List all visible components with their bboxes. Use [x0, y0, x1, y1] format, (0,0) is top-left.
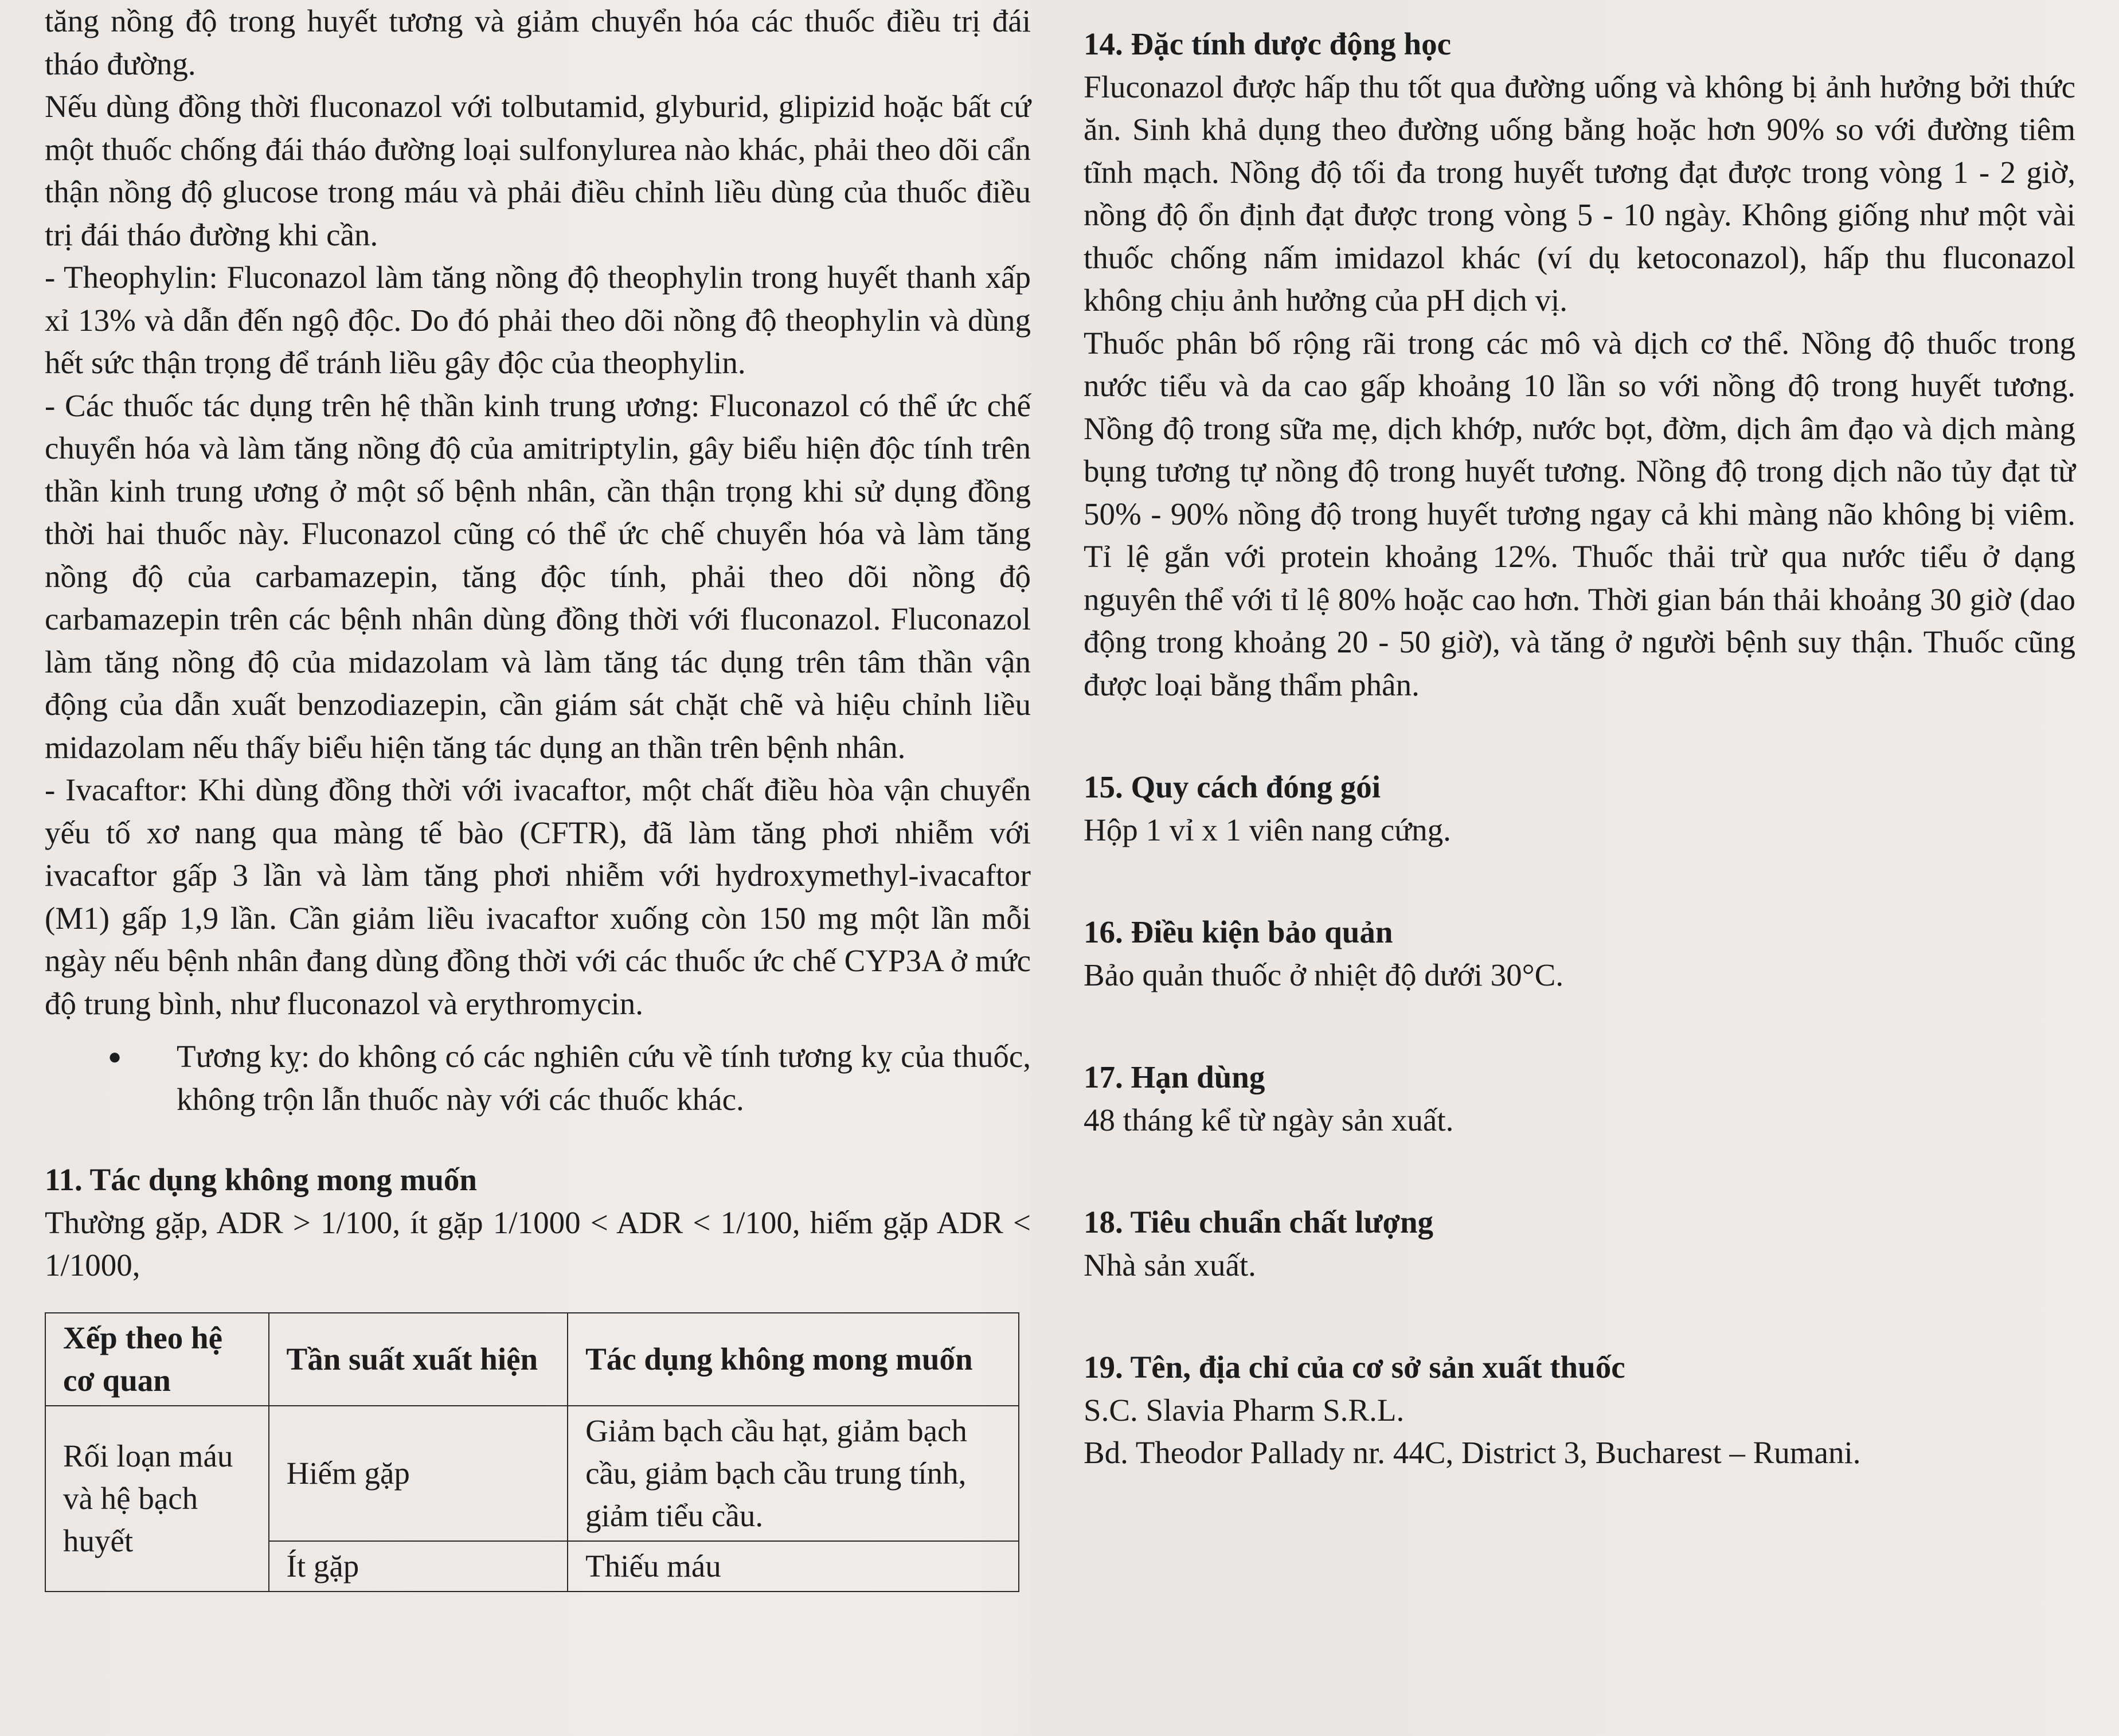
pharmacokinetics-absorption-paragraph: Fluconazol được hấp thu tốt qua đường uống và không bị ảnh hưởng bởi thức ăn. Sinh khả dụng theo đường uống bằng hoặc hơn 90% so với đường tiêm tĩnh mạch. Nồng độ tối đa trong huyết tương đạt được trong vòng 1 - 2 giờ, nồng độ ổn định đạt được trong vòng 5 - 10 ngày. Không giống như một vài thuốc chống nấm imidazol khác (ví dụ ketoconazol), hấp thu fluconazol không chịu ảnh hưởng của pH dịch vị.	[1084, 69, 2075, 318]
section-18-heading: 18. Tiêu chuẩn chất lượng	[1084, 1205, 1434, 1240]
section-19-heading: 19. Tên, địa chỉ của cơ sở sản xuất thuốc	[1084, 1350, 1625, 1385]
intro-paragraph: tăng nồng độ trong huyết tương và giảm chuyển hóa các thuốc điều trị đái tháo đường.	[45, 3, 1031, 81]
packaging-text: Hộp 1 vỉ x 1 viên nang cứng.	[1084, 812, 1451, 847]
incompatibility-bullet	[45, 1035, 1031, 1121]
header-frequency: Tần suất xuất hiện	[269, 1313, 568, 1406]
left-column	[45, 0, 1031, 1592]
right-column	[1084, 0, 2075, 1475]
adverse-effects-table	[45, 1312, 1019, 1592]
quality-standard-text: Nhà sản xuất.	[1084, 1247, 1256, 1283]
theophylin-paragraph: - Theophylin: Fluconazol làm tăng nồng độ theophylin trong huyết thanh xấp xỉ 13% và dẫn đến ngộ độc. Do đó phải theo dõi nồng độ theophylin và dùng hết sức thận trọng để tránh liều gây độc của theophylin.	[45, 260, 1031, 380]
section-14-heading: 14. Đặc tính dược động học	[1084, 26, 1452, 61]
cell-adverse-effect: Giảm bạch cầu hạt, giảm bạch cầu, giảm bạch cầu trung tính, giảm tiểu cầu.	[568, 1406, 1019, 1541]
manufacturer-address: Bd. Theodor Pallady nr. 44C, District 3, Bucharest – Rumani.	[1084, 1435, 1861, 1470]
shelf-life-text: 48 tháng kể từ ngày sản xuất.	[1084, 1102, 1454, 1137]
sulfonylurea-paragraph: Nếu dùng đồng thời fluconazol với tolbutamid, glyburid, glipizid hoặc bất cứ một thuốc chống đái tháo đường loại sulfonylurea nào khác, phải theo dõi cẩn thận nồng độ glucose trong máu và phải điều chỉnh liều dùng của thuốc điều trị đái tháo đường khi cần.	[45, 89, 1031, 252]
ivacaftor-paragraph: - Ivacaftor: Khi dùng đồng thời với ivacaftor, một chất điều hòa vận chuyển yếu tố xơ nang qua màng tế bào (CFTR), đã làm tăng phơi nhiễm với ivacaftor gấp 3 lần và làm tăng phơi nhiễm với hydroxymethyl-ivacaftor (M1) gấp 1,9 lần. Cần giảm liều ivacaftor xuống còn 150 mg một lần mỗi ngày nếu bệnh nhân đang dùng đồng thời với các thuốc ức chế CYP3A ở mức độ trung bình, như fluconazol và erythromycin.	[45, 772, 1031, 1021]
table-header-row	[45, 1313, 1019, 1406]
bullet-icon: ●	[108, 1043, 122, 1069]
table-row	[45, 1406, 1019, 1541]
cns-drugs-paragraph: - Các thuốc tác dụng trên hệ thần kinh trung ương: Fluconazol có thể ức chế chuyển hóa và làm tăng nồng độ của amitriptylin, gây biểu hiện độc tính trên thần kinh trung ương ở một số bệnh nhân, cần thận trọng khi sử dụng đồng thời hai thuốc này. Fluconazol cũng có thể ức chế chuyển hóa và làm tăng nồng độ của carbamazepin, tăng độc tính, phải theo dõi nồng độ carbamazepin trên các bệnh nhân dùng đồng thời với fluconazol. Fluconazol làm tăng nồng độ của midazolam và làm tăng tác dụng trên tâm thần vận động của dẫn xuất benzodiazepin, cần giám sát chặt chẽ và hiệu chỉnh liều midazolam nếu thấy biểu hiện tăng tác dụng an thần trên bệnh nhân.	[45, 388, 1031, 765]
storage-text: Bảo quản thuốc ở nhiệt độ dưới 30°C.	[1084, 957, 1564, 992]
section-17-heading: 17. Hạn dùng	[1084, 1059, 1265, 1094]
cell-adverse-effect: Thiếu máu	[568, 1541, 1019, 1592]
cell-organ-system: Rối loạn máu và hệ bạch huyết	[45, 1406, 269, 1592]
section-16-heading: 16. Điều kiện bảo quản	[1084, 914, 1393, 949]
header-adverse-effect: Tác dụng không mong muốn	[568, 1313, 1019, 1406]
section-15-heading: 15. Quy cách đóng gói	[1084, 769, 1381, 804]
manufacturer-name: S.C. Slavia Pharm S.R.L.	[1084, 1392, 1405, 1428]
header-organ-system: Xếp theo hệ cơ quan	[45, 1313, 269, 1406]
section-11-heading: 11. Tác dụng không mong muốn	[45, 1162, 477, 1197]
cell-frequency: Hiếm gặp	[269, 1406, 568, 1541]
incompatibility-text: Tương kỵ: do không có các nghiên cứu về tính tương kỵ của thuốc, không trộn lẫn thuốc này với các thuốc khác.	[177, 1039, 1031, 1117]
section-11-frequency-text: Thường gặp, ADR > 1/100, ít gặp 1/1000 < ADR < 1/100, hiếm gặp ADR < 1/1000,	[45, 1205, 1031, 1283]
pharmacokinetics-distribution-paragraph: Thuốc phân bố rộng rãi trong các mô và dịch cơ thể. Nồng độ thuốc trong nước tiểu và da cao gấp khoảng 10 lần so với nồng độ trong huyết tương. Nồng độ trong sữa mẹ, dịch khớp, nước bọt, đờm, dịch âm đạo và dịch màng bụng tương tự nồng độ trong huyết tương. Nồng độ trong dịch não tủy đạt từ 50% - 90% nồng độ trong huyết tương ngay cả khi màng não không bị viêm. Tỉ lệ gắn với protein khoảng 12%. Thuốc thải trừ qua nước tiểu ở dạng nguyên thể với tỉ lệ 80% hoặc cao hơn. Thời gian bán thải khoảng 30 giờ (dao động trong khoảng 20 - 50 giờ), và tăng ở người bệnh suy thận. Thuốc cũng được loại bằng thẩm phân.	[1084, 325, 2075, 702]
cell-frequency: Ít gặp	[269, 1541, 568, 1592]
